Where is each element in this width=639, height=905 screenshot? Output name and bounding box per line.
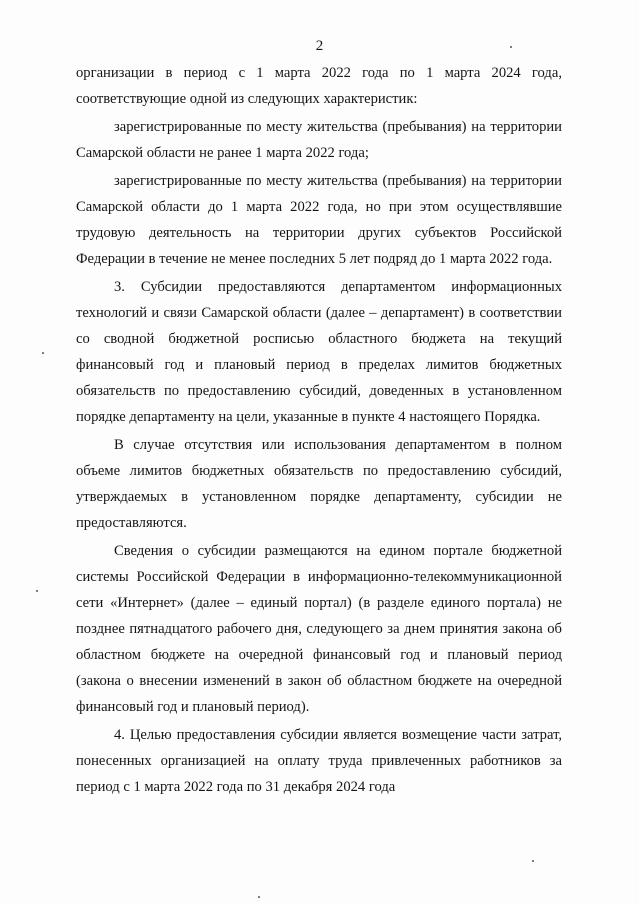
paragraph: Сведения о субсидии размещаются на едином портале бюджетной системы Российской Федерации в информационно-телекоммуникационной сети «Интернет» (далее – единый портал) (в разделе единого портала) не позднее пятнадцатого рабочего дня, следующего за днем принятия закона об областном бюджете на очередной финансовый год и плановый период (закона о внесении изменений в закон об областном бюджете на очередной финансовый год и плановый период). — [76, 543, 562, 715]
page-number: 2 — [315, 38, 324, 54]
scan-speck — [258, 896, 260, 898]
paragraph: 4. Целью предоставления субсидии является возмещение части затрат, понесенных организацией на оплату труда привлеченных работников за период с 1 марта 2022 года по 31 декабря 2024 года — [76, 727, 562, 795]
paragraph: В случае отсутствия или использования департаментом в полном объеме лимитов бюджетных обязательств по предоставлению субсидий, утверждаемых в установленном порядке департаменту, субсидии не предоставляются. — [76, 437, 562, 531]
paragraph: 3. Субсидии предоставляются департаментом информационных технологий и связи Самарской области (далее – департамент) в соответствии со сводной бюджетной росписью областного бюджета на текущий финансовый год и плановый период в пределах лимитов бюджетных обязательств по предоставлению субсидий, доведенных в установленном порядке департаменту на цели, указанные в пункте 4 настоящего Порядка. — [76, 279, 562, 425]
document-body — [76, 60, 562, 800]
paragraph: зарегистрированные по месту жительства (пребывания) на территории Самарской области до 1 марта 2022 года, но при этом осуществлявшие трудовую деятельность на территории других субъектов Российской Федерации в течение не менее последних 5 лет подряд до 1 марта 2022 года. — [76, 173, 562, 267]
scan-speck — [532, 860, 534, 862]
scan-speck — [510, 46, 512, 48]
scan-speck — [42, 352, 44, 354]
paragraph: зарегистрированные по месту жительства (пребывания) на территории Самарской области не ранее 1 марта 2022 года; — [76, 119, 562, 161]
paragraph: организации в период с 1 марта 2022 года по 1 марта 2024 года, соответствующие одной из следующих характеристик: — [76, 65, 562, 107]
scan-speck — [36, 590, 38, 592]
